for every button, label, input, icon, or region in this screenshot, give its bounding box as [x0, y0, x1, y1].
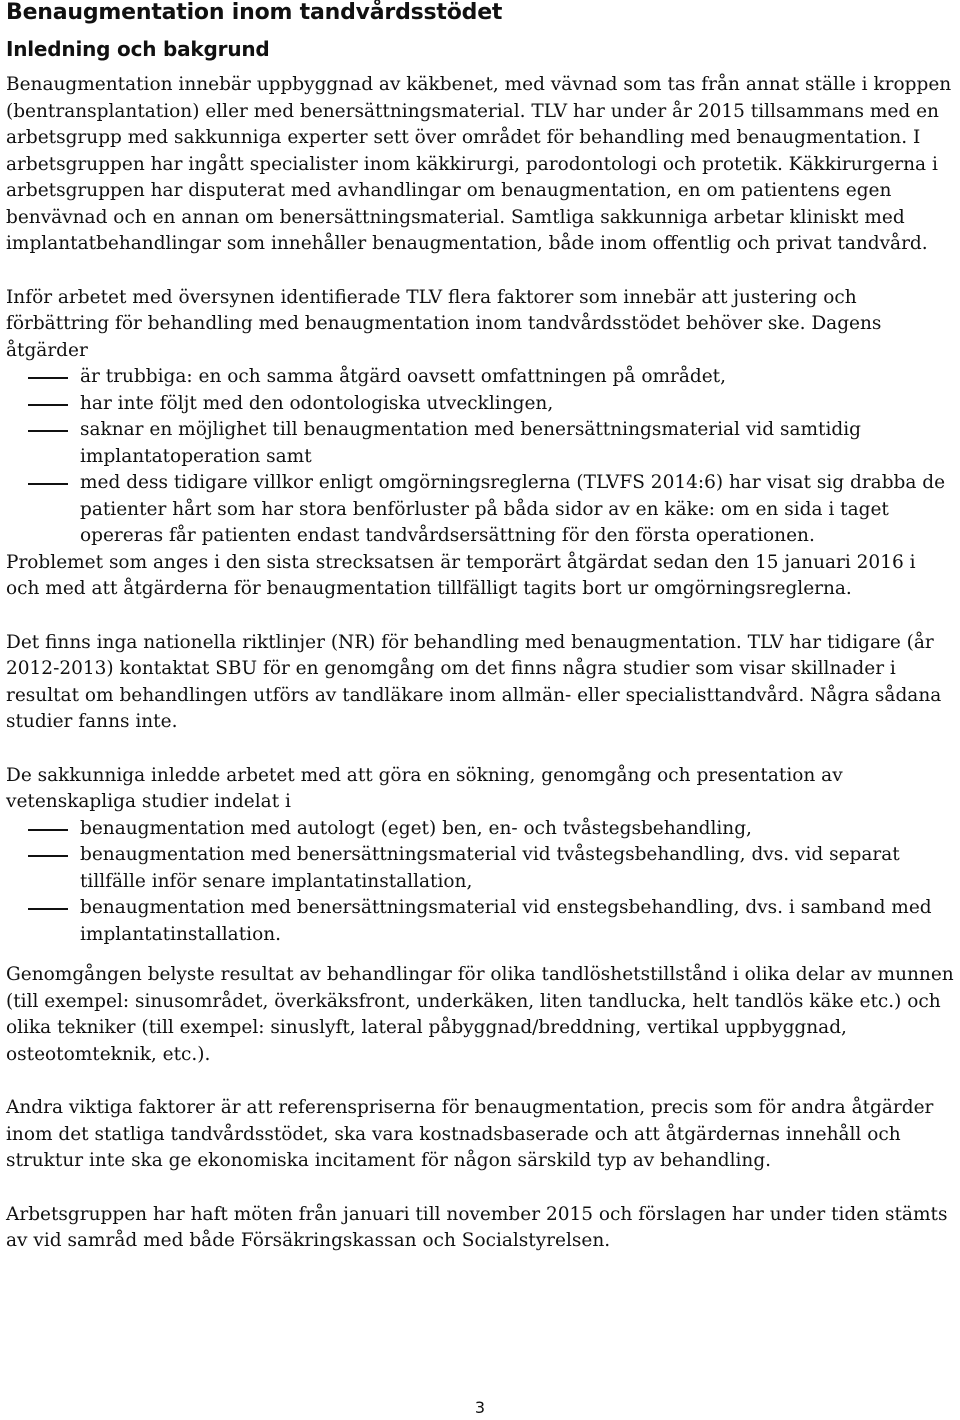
search-list	[6, 816, 954, 949]
list-item-text: benaugmentation med benersättningsmaterial vid tvåstegsbehandling, dvs. vid separat tillfälle inför senare implantatinstallation,	[80, 844, 900, 892]
list-item-text: benaugmentation med benersättningsmaterial vid enstegsbehandling, dvs. i samband med implantatinstallation.	[80, 897, 932, 945]
section-heading: Inledning och bakgrund	[6, 37, 270, 61]
dash-bullet-icon	[28, 377, 68, 379]
dash-bullet-icon	[28, 855, 68, 857]
dash-bullet-icon	[28, 829, 68, 831]
list-item-text: med dess tidigare villkor enligt omgörningsreglerna (TLVFS 2014:6) har visat sig drabba de patienter hårt som har stora benförluster på båda sidor av en käke: om en sida i taget opereras får patienten endast tandvårdsersättning för den första operationen.	[80, 472, 946, 546]
list-item	[6, 470, 954, 550]
problem-paragraph: Problemet som anges i den sista strecksatsen är temporärt åtgärdat sedan den 15 januari 2016 i och med att åtgärderna för benaugmentation tillfälligt tagits bort ur omgörningsreglerna.	[6, 551, 916, 599]
guidelines-paragraph: Det finns inga nationella riktlinjer (NR) för behandling med benaugmentation. TLV har tidigare (år 2012-2013) kontaktat SBU för en genomgång om det finns några studier som visar skillnader i resultat om behandlingen utförs av tandläkare inom allmän- eller specialisttandvård. Några sådana studier fanns inte.	[6, 631, 942, 732]
intro-paragraph: Benaugmentation innebär uppbyggnad av käkbenet, med vävnad som tas från annat ställe i kroppen (bentransplantation) eller med benersättningsmaterial. TLV har under år 2015 tillsammans med en arbetsgrupp med sakkunniga experter sett över området för behandling med benaugmentation. I arbetsgruppen har ingått specialister inom käkkirurgi, parodontologi och protetik. Käkkirurgerna i arbetsgruppen har disputerat med avhandlingar om benaugmentation, en om patientens egen benvävnad och en annan om benersättningsmaterial. Samtliga sakkunniga arbetar kliniskt med implantatbehandlingar som innehåller benaugmentation, både inom offentlig och privat tandvård.	[6, 74, 952, 254]
document-page	[6, 0, 954, 1255]
review-list	[6, 364, 954, 550]
results-paragraph: Genomgången belyste resultat av behandlingar för olika tandlöshetstillstånd i olika delar av munnen (till exempel: sinusområdet, överkäksfront, underkäken, liten tandlucka, helt tandlös käke etc.) och olika tekniker (till exempel: sinuslyft, lateral påbyggnad/breddning, vertikal uppbyggnad, osteotomteknik, etc.).	[6, 964, 954, 1065]
list-item	[6, 364, 954, 391]
list-item-text: har inte följt med den odontologiska utvecklingen,	[80, 392, 554, 414]
list-item-text: saknar en möjlighet till benaugmentation med benersättningsmaterial vid samtidig implantatoperation samt	[80, 419, 861, 467]
list-item	[6, 391, 954, 418]
dash-bullet-icon	[28, 430, 68, 432]
list-item-text: benaugmentation med autologt (eget) ben, en- och tvåstegsbehandling,	[80, 817, 752, 839]
review-paragraph: Inför arbetet med översynen identifierade TLV flera faktorer som innebär att justering och förbättring för behandling med benaugmentation inom tandvårdsstödet behöver ske. Dagens åtgärder	[6, 286, 882, 361]
list-item	[6, 895, 954, 948]
dash-bullet-icon	[28, 908, 68, 910]
dash-bullet-icon	[28, 404, 68, 406]
document-title: Benaugmentation inom tandvårdsstödet	[6, 0, 503, 25]
search-paragraph: De sakkunniga inledde arbetet med att göra en sökning, genomgång och presentation av vetenskapliga studier indelat i	[6, 764, 843, 812]
list-item	[6, 842, 954, 895]
list-item-text: är trubbiga: en och samma åtgärd oavsett omfattningen på området,	[80, 366, 726, 387]
list-item	[6, 816, 954, 843]
factors-paragraph: Andra viktiga faktorer är att referenspriserna för benaugmentation, precis som för andra åtgärder inom det statliga tandvårdsstödet, ska vara kostnadsbaserade och att åtgärdernas innehåll och struktur inte ska ge ekonomiska incitament för någon särskild typ av behandling.	[6, 1097, 934, 1171]
list-item	[6, 417, 954, 470]
dash-bullet-icon	[28, 483, 68, 485]
page-number: 3	[474, 1398, 486, 1417]
meetings-paragraph: Arbetsgruppen har haft möten från januari till november 2015 och förslagen har under tiden stämts av vid samråd med både Försäkringskassan och Socialstyrelsen.	[6, 1203, 948, 1251]
